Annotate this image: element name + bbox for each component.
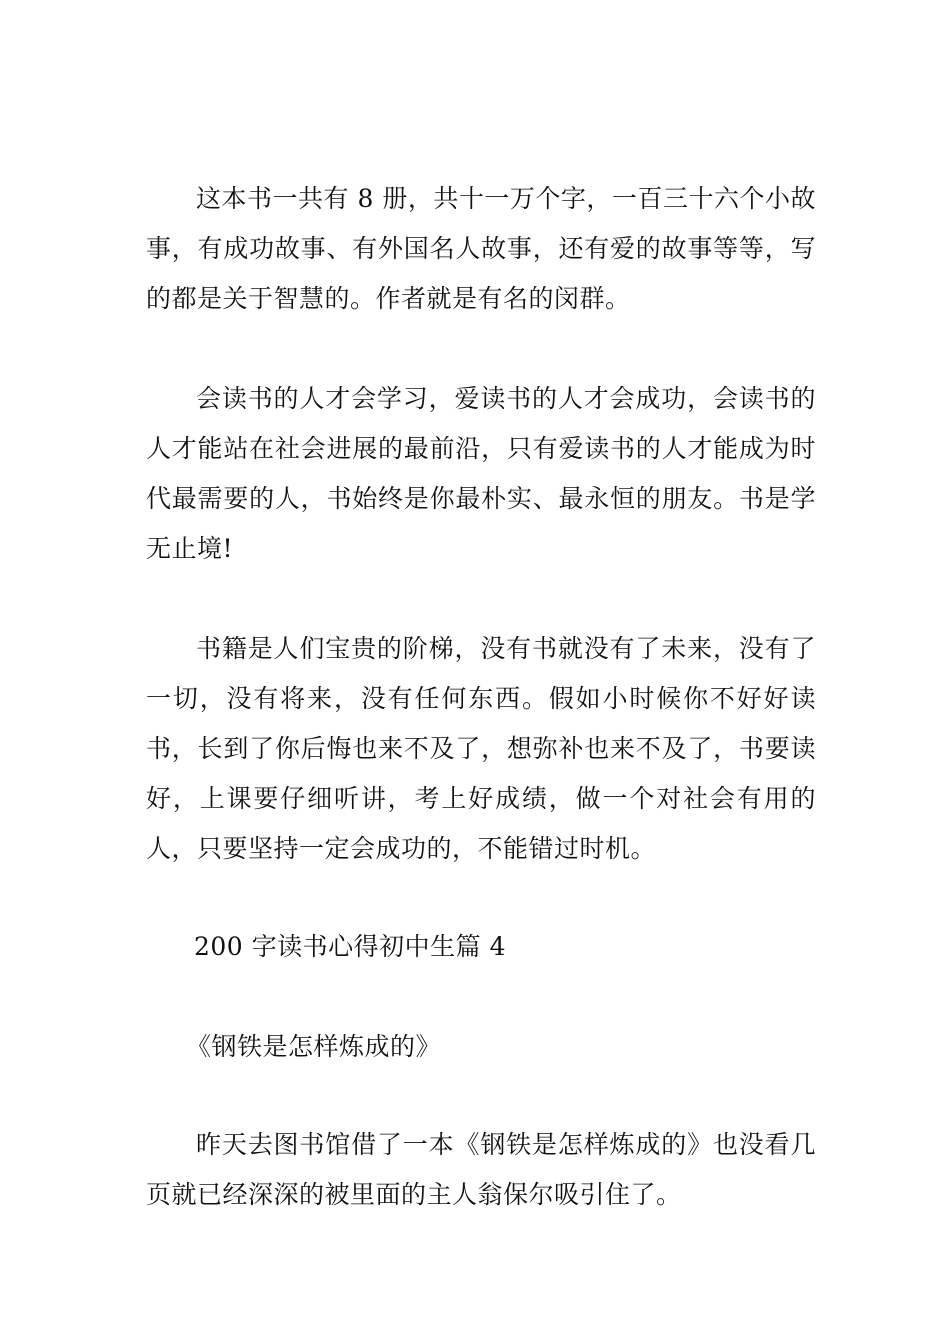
paragraph-library-borrow: 昨天去图书馆借了一本《钢铁是怎样炼成的》也没看几页就已经深深的被里面的主人翁保尔吸引住了。 <box>146 1130 816 1209</box>
section-heading: 200 字读书心得初中生篇 4 <box>194 932 507 961</box>
paragraph-books-ladder: 书籍是人们宝贵的阶梯，没有书就没有了未来，没有了一切，没有将来，没有任何东西。假如小时候你不好好读书，长到了你后悔也来不及了，想弥补也来不及了，书要读好，上课要仔细听讲，考上好成绩，做一个对社会有用的人，只要坚持一定会成功的，不能错过时机。 <box>146 634 816 863</box>
paragraph-book-intro: 这本书一共有 8 册，共十一万个字，一百三十六个小故事，有成功故事、有外国名人故事，还有爱的故事等等，写的都是关于智慧的。作者就是有名的闵群。 <box>146 184 816 313</box>
book-title: 《钢铁是怎样炼成的》 <box>186 1032 442 1061</box>
paragraph-reading-success: 会读书的人才会学习，爱读书的人才会成功，会读书的人才能站在社会进展的最前沿，只有爱读书的人才能成为时代最需要的人，书始终是你最朴实、最永恒的朋友。书是学无止境! <box>146 384 816 563</box>
